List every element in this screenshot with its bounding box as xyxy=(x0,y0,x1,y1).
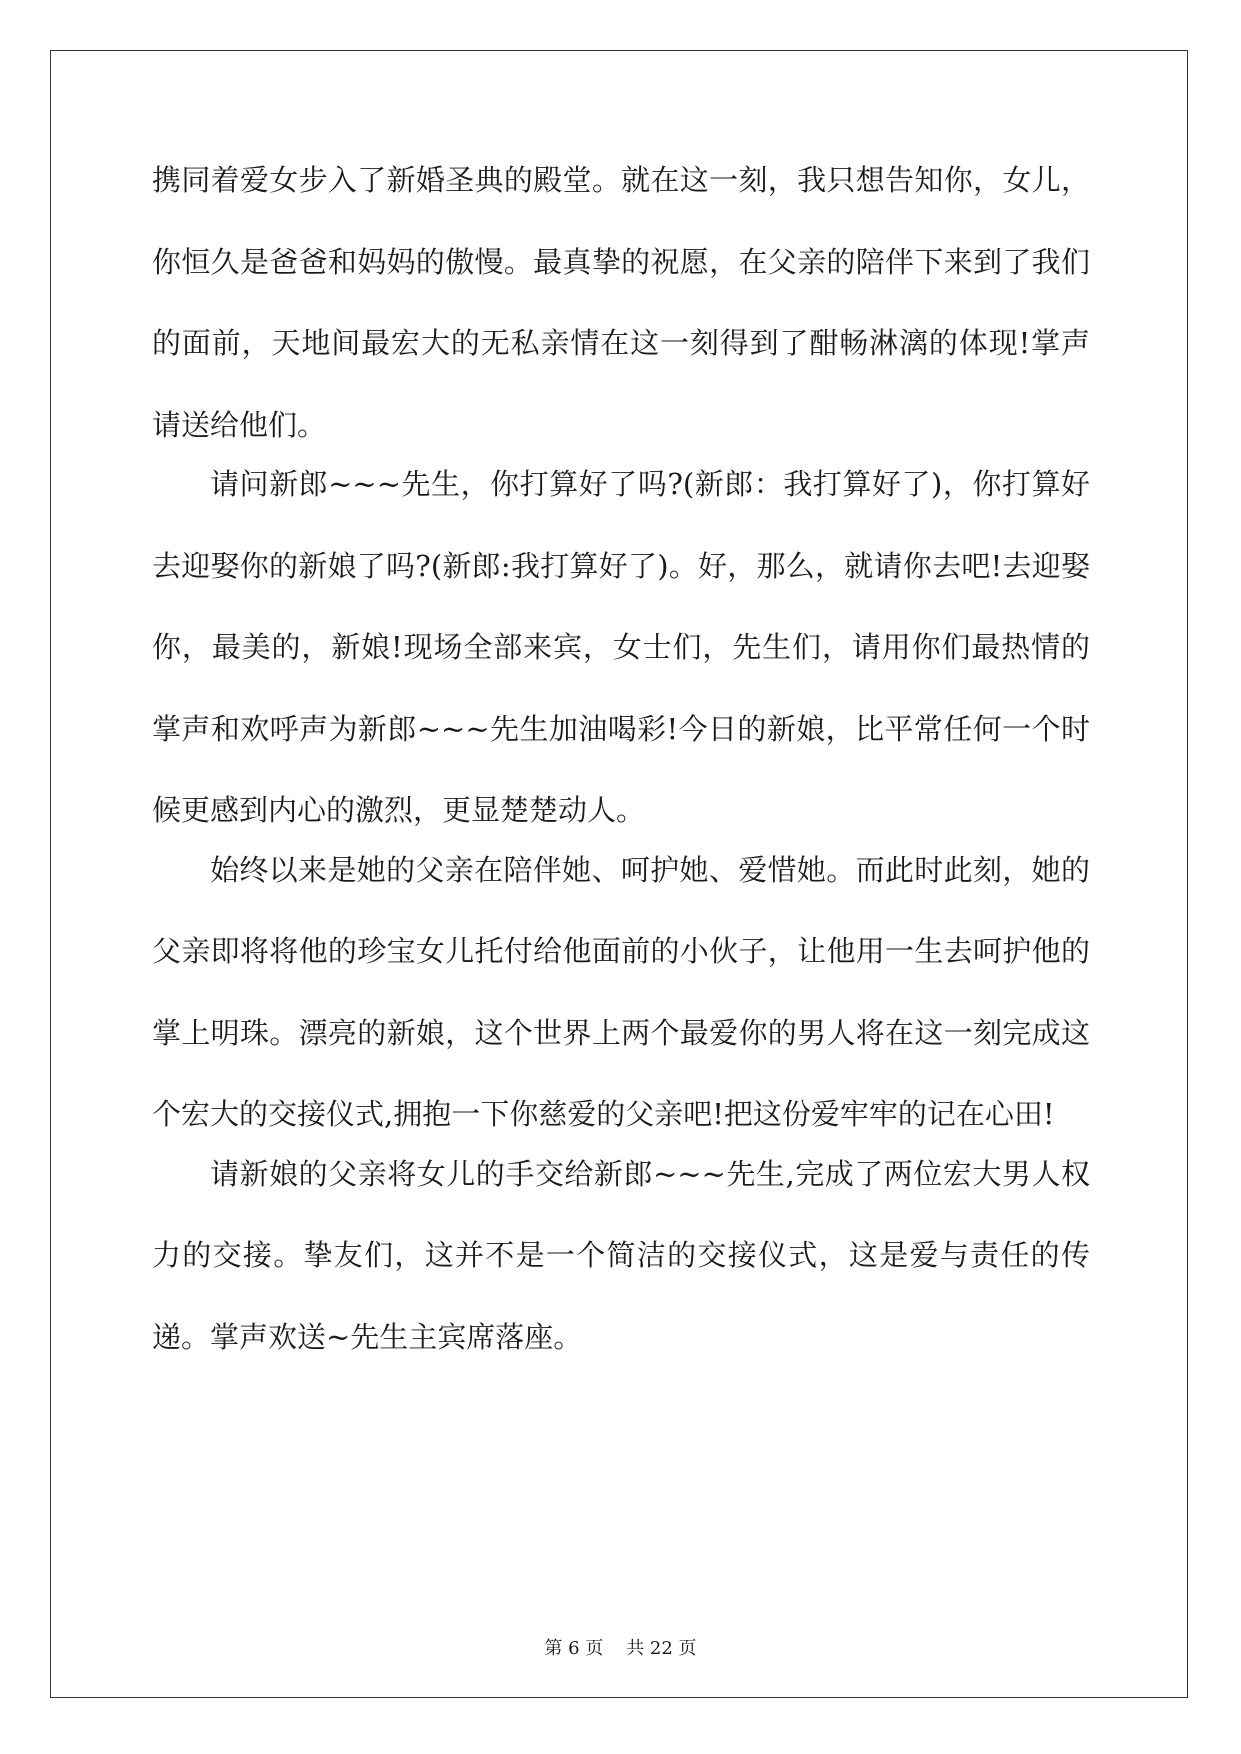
document-body xyxy=(152,162,1090,1378)
paragraph-1: 携同着爱女步入了新婚圣典的殿堂。就在这一刻，我只想告知你，女儿，你恒久是爸爸和妈妈的傲慢。最真挚的祝愿，在父亲的陪伴下来到了我们的面前，天地间最宏大的无私亲情在这一刻得到了酣畅淋漓的体现!掌声请送给他们。 xyxy=(152,163,1090,442)
paragraph-4: 请新娘的父亲将女儿的手交给新郎~~~先生,完成了两位宏大男人权力的交接。挚友们，这并不是一个简洁的交接仪式，这是爱与责任的传递。掌声欢送~先生主宾席落座。 xyxy=(152,1156,1090,1354)
paragraph-2: 请问新郎~~~先生，你打算好了吗?(新郎：我打算好了)，你打算好去迎娶你的新娘了吗?(新郎:我打算好了)。好，那么，就请你去吧!去迎娶你，最美的，新娘!现场全部来宾，女士们，先生们，请用你们最热情的掌声和欢呼声为新郎~~~先生加油喝彩!今日的新娘，比平常任何一个时候更感到内心的激烈，更显楚楚动人。 xyxy=(152,467,1090,827)
paragraph-3: 始终以来是她的父亲在陪伴她、呵护她、爱惜她。而此时此刻，她的父亲即将将他的珍宝女儿托付给他面前的小伙子，让他用一生去呵护他的掌上明珠。漂亮的新娘，这个世界上两个最爱你的男人将在这一刻完成这个宏大的交接仪式,拥抱一下你慈爱的父亲吧!把这份爱牢牢的记在心田! xyxy=(152,852,1090,1131)
page-number-footer: 第 6 页 共 22 页 xyxy=(544,1638,697,1659)
